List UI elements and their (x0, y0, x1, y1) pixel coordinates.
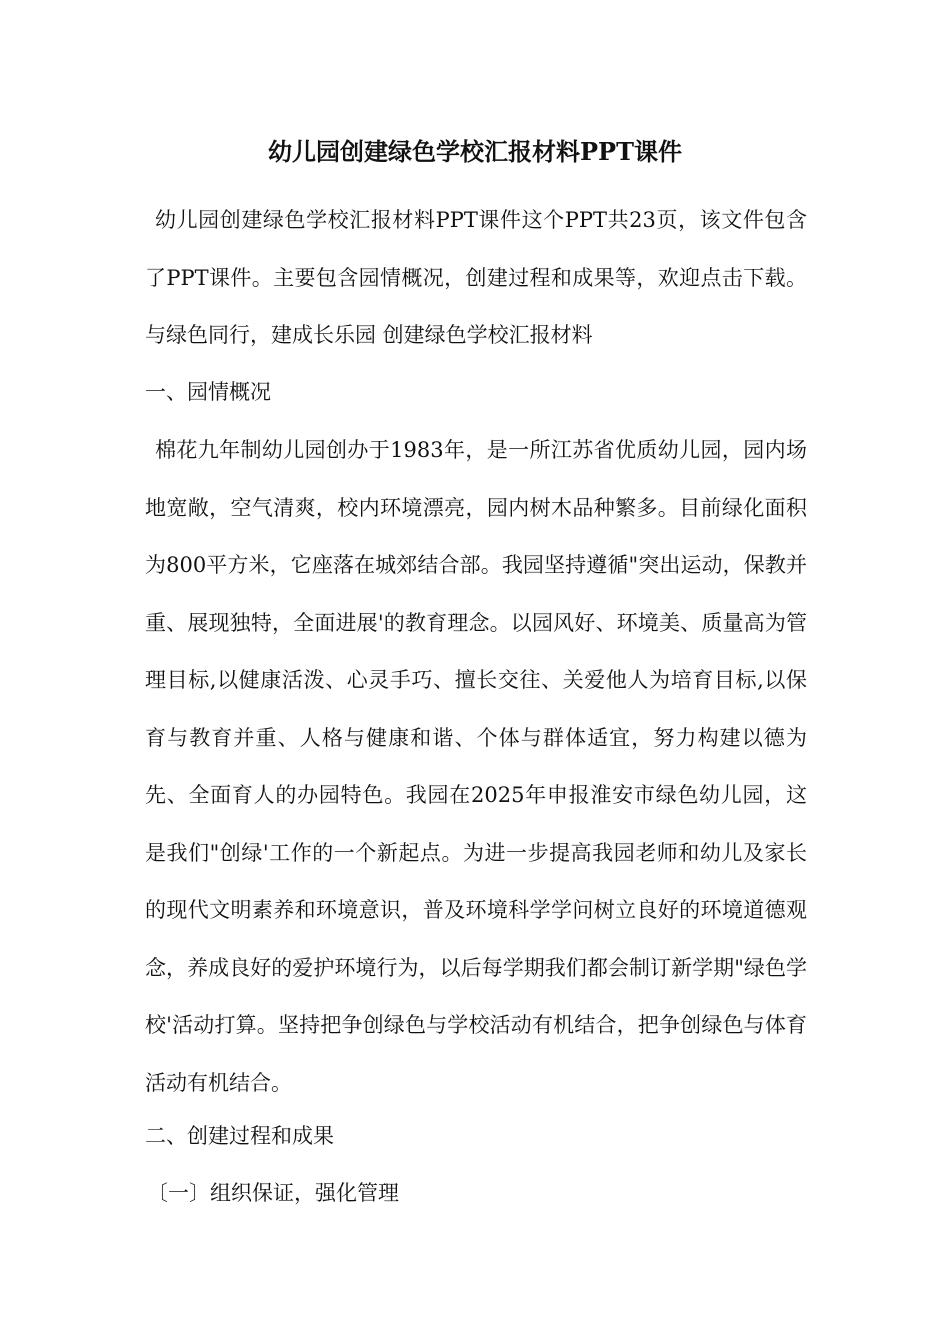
document-title: 幼儿园创建绿色学校汇报材料PPT课件 (268, 137, 682, 166)
intro-paragraph: 幼儿园创建绿色学校汇报材料PPT课件这个PPT共23页，该文件包含了PPT课件。主要包含园情概况，创建过程和成果等，欢迎点击下载。与绿色同行，建成长乐园 创建绿色学校汇报材料 (145, 208, 807, 347)
subsection-heading-organization: 〔一〕组织保证，强化管理 (147, 1181, 399, 1205)
overview-paragraph: 棉花九年制幼儿园创办于1983年，是一所江苏省优质幼儿园，园内场地宽敞，空气清爽，校内环境漂亮，园内树木品种繁多。目前绿化面积为800平方米，它座落在城郊结合部。我园坚持遵循"突出运动，保教并重、展现独特，全面进展'的教育理念。以园风好、环境美、质量高为管理目标,以健康活泼、心灵手巧、擅长交往、关爱他人为培育目标,以保育与教育并重、人格与健康和谐、个体与群体适宜，努力构建以德为先、全面育人的办园特色。我园在2025年申报淮安市绿色幼儿园，这是我们"创绿'工作的一个新起点。为进一步提高我园老师和幼儿及家长的现代文明素养和环境意识，普及环境科学学问树立良好的环境道德观念，养成良好的爱护环境行为，以后每学期我们都会制订新学期"绿色学校'活动打算。坚持把争创绿色与学校活动有机结合，把争创绿色与体育活动有机结合。 (145, 438, 807, 1095)
section-heading-overview: 一、园情概况 (145, 380, 271, 404)
section-heading-process: 二、创建过程和成果 (145, 1124, 334, 1148)
